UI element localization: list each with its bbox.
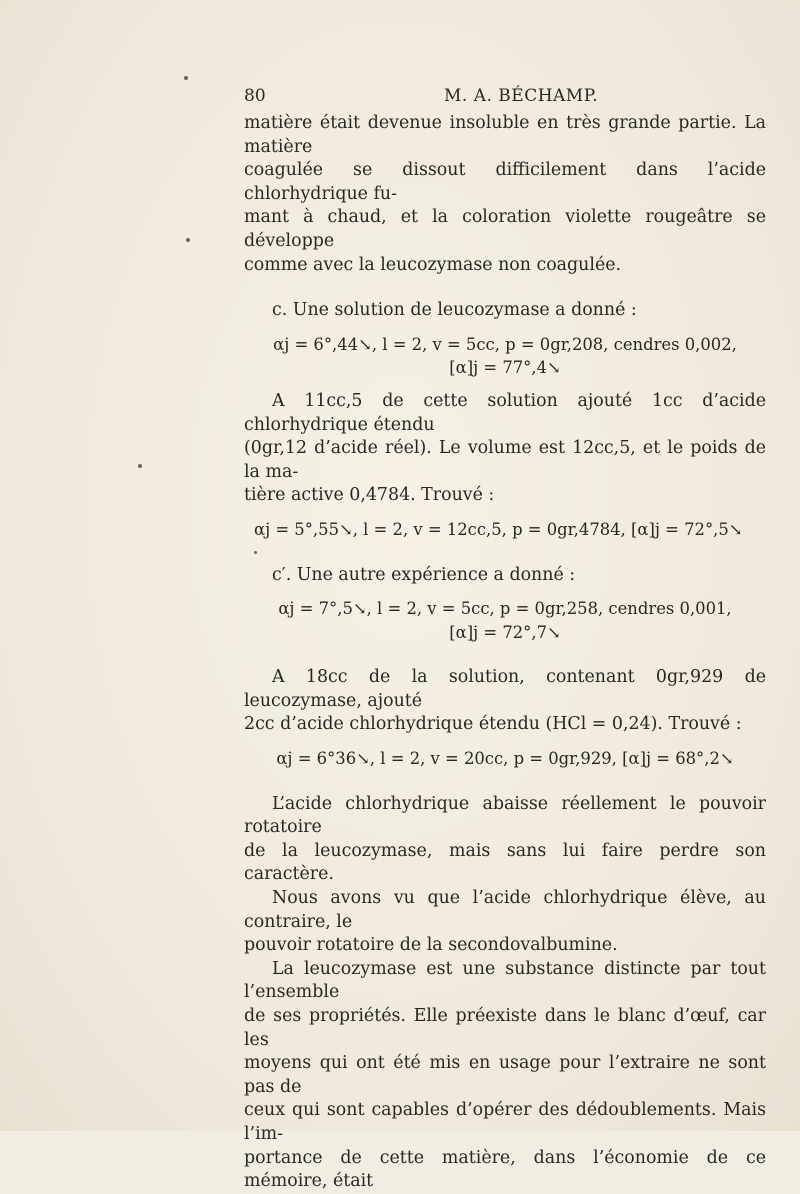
text-line: portance de cette matière, dans l’économie de ce mémoire, était (244, 1147, 766, 1192)
text-line: L’acide chlorhydrique abaisse réellement le pouvoir rotatoire (244, 793, 766, 838)
running-title: M. A. BÉCHAMP. (444, 86, 599, 106)
text-line: mant à chaud, et la coloration violette rougeâtre se développe (244, 207, 766, 251)
text-line: coagulée se dissout difficilement dans l’acide chlorhydrique fu- (244, 160, 766, 204)
experiment-c-heading: c. Une solution de leucozymase a donné : (272, 300, 637, 321)
equation-line: αj = 7°,5↘, l = 2, v = 5cc, p = 0gr,258, cendres 0,001, (278, 599, 732, 619)
body-text (244, 112, 766, 1194)
experiment-c-prime-heading: c′. Une autre expérience a donné : (272, 564, 576, 585)
page-number: 80 (244, 86, 266, 106)
text-line: Nous avons vu que l’acide chlorhydrique élève, au contraire, le (244, 888, 766, 932)
text-line: La leucozymase est une substance distincte par tout l’ensemble (244, 958, 766, 1003)
text-line: tière active 0,4784. Trouvé : (244, 485, 495, 506)
text-line: de la leucozymase, mais sans lui faire perdre son caractère. (244, 840, 766, 885)
ink-speck (184, 76, 188, 80)
equation-line: αj = 6°36↘, l = 2, v = 20cc, p = 0gr,929, [α]j = 68°,2↘ (276, 749, 734, 769)
text-line: A 11cc,5 de cette solution ajouté 1cc d’acide chlorhydrique étendu (244, 390, 766, 435)
text-line: A 18cc de la solution, contenant 0gr,929 de leucozymase, ajouté (244, 667, 766, 711)
text-line: moyens qui ont été mis en usage pour l’extraire ne sont pas de (244, 1053, 766, 1097)
text-line: matière était devenue insoluble en très grande partie. La matière (244, 113, 766, 157)
ink-speck (138, 464, 142, 468)
text-line: de ses propriétés. Elle préexiste dans le blanc d’œuf, car les (244, 1006, 766, 1050)
page-header (244, 86, 774, 112)
equation-line: [α]j = 72°,7↘ (449, 622, 561, 642)
text-line: (0gr,12 d’acide réel). Le volume est 12cc,5, et le poids de la ma- (244, 438, 766, 482)
text-line: 2cc d’acide chlorhydrique étendu (HCl = 0,24). Trouvé : (244, 714, 742, 735)
text-line: pouvoir rotatoire de la secondovalbumine. (244, 935, 618, 956)
equation-line: [α]j = 77°,4↘ (449, 358, 561, 378)
text-line: comme avec la leucozymase non coagulée. (244, 254, 622, 275)
equation-line: αj = 5°,55↘, l = 2, v = 12cc,5, p = 0gr,4784, [α]j = 72°,5↘ (254, 519, 743, 539)
text-line: ceux qui sont capables d’opérer des dédoublements. Mais l’im- (244, 1100, 766, 1144)
equation-line: αj = 6°,44↘, l = 2, v = 5cc, p = 0gr,208, cendres 0,002, (273, 334, 737, 354)
ink-speck (186, 238, 190, 242)
